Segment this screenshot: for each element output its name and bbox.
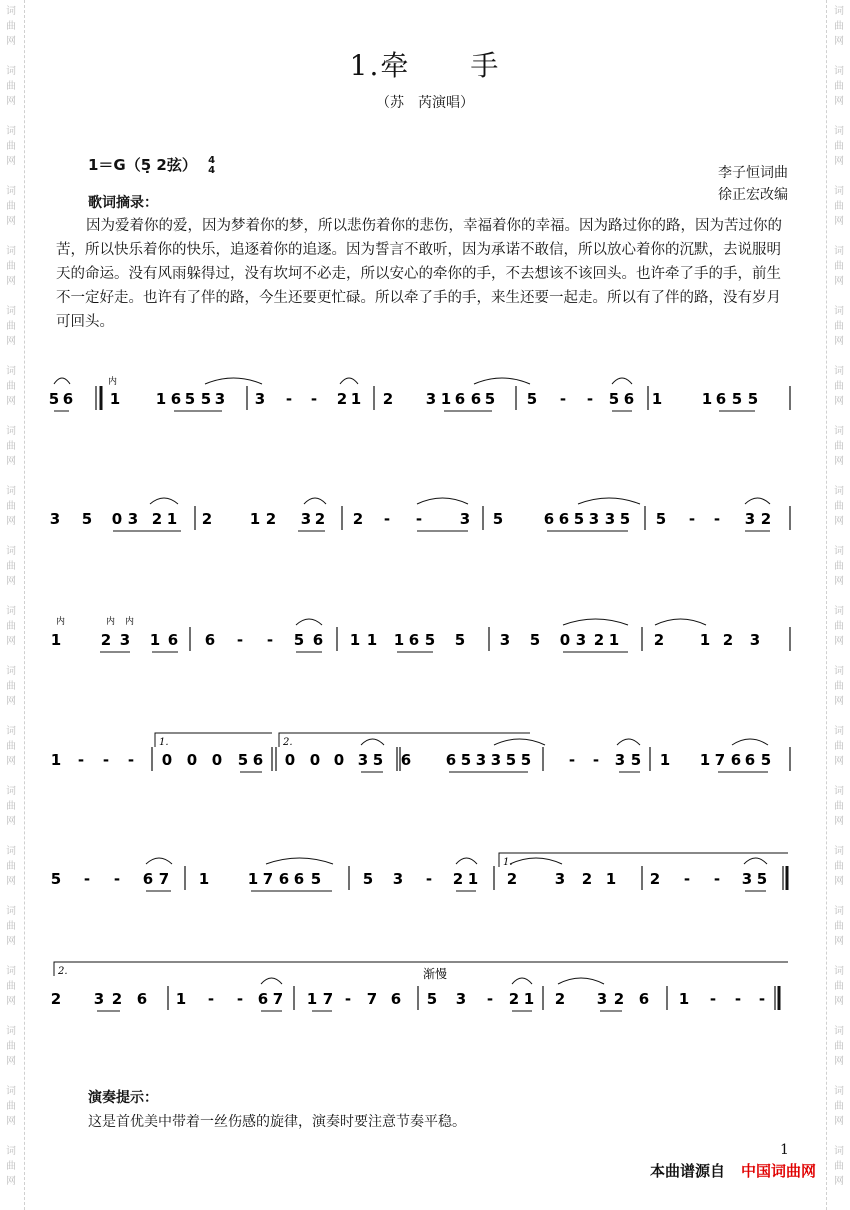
notation-note: 1	[109, 390, 121, 408]
notation-note: 2	[151, 510, 163, 528]
notation-note: 1	[440, 390, 452, 408]
notation-note: 2	[452, 870, 464, 888]
notation-note: 7	[366, 990, 378, 1008]
notation-note: 5	[747, 390, 759, 408]
notation-note: 3	[127, 510, 139, 528]
watermark-block: 词 曲 网	[834, 1086, 844, 1127]
notation-note: 0	[186, 751, 198, 769]
notation-note: -	[486, 990, 494, 1008]
notation-note: 2	[581, 870, 593, 888]
song-title: 1.牵 手	[349, 49, 501, 82]
notation-note: 5	[48, 390, 60, 408]
notation-note: 6	[730, 751, 742, 769]
notation-note: -	[83, 870, 91, 888]
volta-bracket	[54, 962, 788, 976]
notation-note: 6	[470, 390, 482, 408]
slur-arc	[655, 619, 706, 625]
slur-arc	[361, 739, 384, 745]
notation-note: -	[113, 870, 121, 888]
notation-note: 1	[659, 751, 671, 769]
notation-note: 5	[81, 510, 93, 528]
watermark-block: 词 曲 网	[6, 786, 16, 827]
notation-note: 1	[306, 990, 318, 1008]
notation-note: 1	[651, 390, 663, 408]
notation-note: 5	[655, 510, 667, 528]
notation-note: 0	[309, 751, 321, 769]
slur-arc	[578, 498, 640, 504]
watermark-block: 词 曲 网	[6, 966, 16, 1007]
notation-note: -	[207, 990, 215, 1008]
notation-note: 6	[400, 751, 412, 769]
notation-note: 1	[608, 631, 620, 649]
notation-note: 3	[455, 990, 467, 1008]
watermark-block: 词 曲 网	[6, 426, 16, 467]
slur-arc	[261, 978, 282, 984]
watermark-block: 词 曲 网	[834, 366, 844, 407]
notation-note: 1	[523, 990, 535, 1008]
watermark-block: 词 曲 网	[6, 906, 16, 947]
notation-note: 2	[593, 631, 605, 649]
notation-note: -	[586, 390, 594, 408]
watermark-block: 词 曲 网	[6, 1026, 16, 1067]
notation-note: 5	[608, 390, 620, 408]
notation-note: 6	[252, 751, 264, 769]
performance-tips-text: 这是首优美中带着一丝伤感的旋律，演奏时要注意节奏平稳。	[88, 1114, 466, 1130]
notation-note: -	[285, 390, 293, 408]
notation-note: 5	[760, 751, 772, 769]
notation-note: -	[102, 751, 110, 769]
notation-note: 2	[265, 510, 277, 528]
watermark-block: 词 曲 网	[834, 906, 844, 947]
notation-note: 1	[699, 751, 711, 769]
notation-note: 7	[262, 870, 274, 888]
slur-arc	[510, 858, 562, 864]
notation-note: 3	[588, 510, 600, 528]
slur-arc	[150, 498, 178, 504]
slur-arc	[494, 739, 545, 745]
notation-note: 2	[554, 990, 566, 1008]
notation-row	[51, 990, 765, 1008]
watermark-block: 词 曲 网	[6, 246, 16, 287]
notation-note: -	[344, 990, 352, 1008]
notation-note: 1	[155, 390, 167, 408]
notation-note: 3	[425, 390, 437, 408]
notation-note: 6	[715, 390, 727, 408]
notation-note: 3	[596, 990, 608, 1008]
notation-note: -	[758, 990, 766, 1008]
slur-arc	[296, 619, 322, 625]
slur-arc	[558, 978, 604, 984]
notation-note: -	[236, 990, 244, 1008]
notation-note: 3	[214, 390, 226, 408]
notation-note: 2	[314, 510, 326, 528]
notation-note: -	[713, 870, 721, 888]
notation-note: 3	[554, 870, 566, 888]
watermark-block: 词 曲 网	[6, 306, 16, 347]
notation-note: -	[713, 510, 721, 528]
time-denominator: 4	[208, 164, 216, 176]
notation-note: 1	[349, 631, 361, 649]
volta-bracket	[279, 733, 530, 747]
notation-note: 5	[200, 390, 212, 408]
watermark-block: 词 曲 网	[834, 186, 844, 227]
watermark-block: 词 曲 网	[834, 846, 844, 887]
slur-arc	[340, 378, 358, 384]
page-number: 1	[780, 1142, 789, 1158]
slur-arc	[745, 498, 770, 504]
notation-row	[51, 751, 771, 769]
watermark-block: 词 曲 网	[834, 126, 844, 167]
notation-note: 7	[158, 870, 170, 888]
notation-note: 6	[390, 990, 402, 1008]
notation-note: 5	[454, 631, 466, 649]
volta-label: 1.	[503, 857, 513, 868]
notation-note: 5	[372, 751, 384, 769]
lyrics-excerpt: 因为爱着你的爱，因为梦着你的梦，所以悲伤着你的悲伤，幸福着你的幸福。因为路过你的路，因为苦过你的苦，所以快乐着你的快乐，追逐着你的追逐。因为誓言不敢听，因为承诺不敢信，所以放心着你的沉默，去说服明天的命运。没有风雨躲得过，没有坎坷不必走，所以安心的牵你的手，不去想该不该回头。也许牵了手的手，前生不一定好走。也许有了伴的路，今生还要更忙碌。所以牵了手的手，来生还要一起走。所以有了伴的路，没有岁月可回头。	[56, 218, 782, 330]
notation-note: 3	[744, 510, 756, 528]
notation-note: 3	[119, 631, 131, 649]
slur-arc	[54, 378, 70, 384]
notation-note: 5	[756, 870, 768, 888]
notation-note: 2	[760, 510, 772, 528]
notation-note: 5	[424, 631, 436, 649]
notation-note: 6	[136, 990, 148, 1008]
notation-note: 6	[445, 751, 457, 769]
watermark-block: 词 曲 网	[834, 546, 844, 587]
watermark-block: 词 曲 网	[834, 966, 844, 1007]
notation-note: 6	[62, 390, 74, 408]
notation-note: 6	[257, 990, 269, 1008]
watermark-block: 词 曲 网	[834, 786, 844, 827]
watermark-block: 词 曲 网	[834, 606, 844, 647]
watermark-block: 词 曲 网	[834, 1146, 844, 1187]
watermark-block: 词 曲 网	[834, 6, 844, 47]
inner-string-mark: 内	[56, 617, 66, 627]
notation-note: 6	[142, 870, 154, 888]
notation-note: 3	[499, 631, 511, 649]
watermark-block: 词 曲 网	[834, 246, 844, 287]
notation-note: 1	[605, 870, 617, 888]
notation-note: 6	[167, 631, 179, 649]
notation-note: -	[559, 390, 567, 408]
notation-note: 5	[619, 510, 631, 528]
notation-note: 1	[678, 990, 690, 1008]
lyrics-heading: 歌词摘录：	[88, 195, 158, 211]
notation-note: 6	[312, 631, 324, 649]
notation-note: -	[688, 510, 696, 528]
watermark-block: 词 曲 网	[6, 366, 16, 407]
watermark-block: 词 曲 网	[834, 426, 844, 467]
volta-bracket	[155, 733, 272, 747]
notation-note: 5	[520, 751, 532, 769]
notation-note: -	[734, 990, 742, 1008]
watermark-block: 词 曲 网	[6, 6, 16, 47]
notation-note: -	[383, 510, 391, 528]
notation-note: 2	[613, 990, 625, 1008]
notation-note: 7	[272, 990, 284, 1008]
notation-note: 2	[653, 631, 665, 649]
notation-note: 6	[744, 751, 756, 769]
slur-arc	[266, 858, 333, 864]
notation-note: 1	[50, 631, 62, 649]
notation-note: 2	[382, 390, 394, 408]
notation-note: 6	[543, 510, 555, 528]
watermark-block: 词 曲 网	[6, 1146, 16, 1187]
volta-label: 2.	[283, 737, 293, 748]
notation-note: -	[592, 751, 600, 769]
slur-arc	[563, 619, 628, 625]
notation-note: 2	[336, 390, 348, 408]
watermark-block: 词 曲 网	[6, 606, 16, 647]
notation-note: 5	[460, 751, 472, 769]
slur-arc	[146, 858, 172, 864]
notation-note: 5	[362, 870, 374, 888]
slur-arc	[512, 978, 532, 984]
notation-note: 6	[293, 870, 305, 888]
notation-note: 0	[333, 751, 345, 769]
notation-note: 3	[300, 510, 312, 528]
notation-note: 1	[247, 870, 259, 888]
notation-note: 0	[161, 751, 173, 769]
time-numerator: 4	[208, 154, 216, 166]
notation-note: 5	[310, 870, 322, 888]
notation-note: 3	[475, 751, 487, 769]
slur-arc	[732, 739, 768, 745]
notation-row	[50, 510, 771, 528]
notation-note: 1	[175, 990, 187, 1008]
slur-arc	[474, 378, 530, 384]
notation-note: -	[236, 631, 244, 649]
watermark-block: 词 曲 网	[6, 186, 16, 227]
volta-label: 2.	[58, 966, 68, 977]
notation-note: 1	[393, 631, 405, 649]
source-site: 中国词曲网	[740, 1162, 816, 1180]
watermark-block: 词 曲 网	[834, 66, 844, 107]
notation-note: 3	[459, 510, 471, 528]
notation-note: 0	[111, 510, 123, 528]
slur-arc	[304, 498, 326, 504]
notation-note: 2	[649, 870, 661, 888]
notation-row	[51, 870, 767, 888]
watermark-block: 词 曲 网	[834, 1026, 844, 1067]
watermark-block: 词 曲 网	[6, 126, 16, 167]
notation-note: -	[709, 990, 717, 1008]
composer-credit: 李子恒词曲	[718, 165, 788, 181]
performance-tips-heading: 演奏提示：	[88, 1090, 158, 1106]
notation-note: 1	[701, 390, 713, 408]
notation-note: -	[266, 631, 274, 649]
watermark-block: 词 曲 网	[6, 726, 16, 767]
notation-note: 6	[454, 390, 466, 408]
watermark-block: 词 曲 网	[834, 666, 844, 707]
notation-note: 3	[741, 870, 753, 888]
notation-note: 3	[749, 631, 761, 649]
slur-arc	[456, 858, 477, 864]
watermark-block: 词 曲 网	[834, 726, 844, 767]
slur-arc	[617, 739, 640, 745]
notation-note: -	[127, 751, 135, 769]
notation-note: 5	[184, 390, 196, 408]
notation-note: 6	[638, 990, 650, 1008]
notation-note: 3	[392, 870, 404, 888]
notation-note: 0	[284, 751, 296, 769]
watermark-block: 词 曲 网	[6, 1086, 16, 1127]
volta-label: 1.	[159, 737, 169, 748]
inner-string-mark: 内	[125, 617, 135, 627]
notation-note: 5	[630, 751, 642, 769]
notation-note: 3	[575, 631, 587, 649]
notation-note: 3	[357, 751, 369, 769]
slur-arc	[417, 498, 468, 504]
notation-note: 5	[505, 751, 517, 769]
performer-note: （苏 芮演唱）	[376, 95, 474, 111]
notation-note: 0	[559, 631, 571, 649]
notation-note: 5	[426, 990, 438, 1008]
notation-note: 2	[508, 990, 520, 1008]
notation-note: 1	[149, 631, 161, 649]
notation-note: 5	[492, 510, 504, 528]
watermark-block: 词 曲 网	[6, 546, 16, 587]
notation-note: 5	[50, 870, 62, 888]
watermark-block: 词 曲 网	[834, 486, 844, 527]
notation-note: 1	[198, 870, 210, 888]
source-credit	[650, 1160, 816, 1181]
notation-note: -	[415, 510, 423, 528]
notation-note: 1	[699, 631, 711, 649]
arranger-credit: 徐正宏改编	[718, 187, 788, 203]
slur-arc	[744, 858, 767, 864]
notation-note: 3	[604, 510, 616, 528]
notation-row	[51, 631, 760, 649]
notation-note: 7	[322, 990, 334, 1008]
notation-note: 0	[211, 751, 223, 769]
watermark-block: 词 曲 网	[834, 306, 844, 347]
notation-note: 2	[201, 510, 213, 528]
ritardando-mark: 渐慢	[423, 967, 448, 981]
notation-note: 6	[558, 510, 570, 528]
notation-note: 6	[170, 390, 182, 408]
notation-note: 3	[93, 990, 105, 1008]
notation-note: 6	[278, 870, 290, 888]
notation-note: 2	[722, 631, 734, 649]
watermark-block: 词 曲 网	[6, 486, 16, 527]
notation-note: 2	[50, 990, 62, 1008]
notation-note: 5	[526, 390, 538, 408]
notation-note: 5	[237, 751, 249, 769]
source-label: 本曲谱源自	[649, 1162, 725, 1180]
inner-string-mark: 内	[108, 377, 118, 387]
watermark-block: 词 曲 网	[6, 846, 16, 887]
notation-note: 5	[293, 631, 305, 649]
notation-note: 1	[350, 390, 362, 408]
watermark-block: 词 曲 网	[6, 66, 16, 107]
notation-note: 2	[352, 510, 364, 528]
notation-note: -	[77, 751, 85, 769]
notation-note: 3	[490, 751, 502, 769]
notation-note: -	[683, 870, 691, 888]
notation-note: 3	[49, 510, 61, 528]
slur-arc	[612, 378, 632, 384]
notation-note: -	[568, 751, 576, 769]
notation-note: 6	[623, 390, 635, 408]
watermark-block: 词 曲 网	[6, 666, 16, 707]
notation-note: 5	[484, 390, 496, 408]
notation-note: 5	[573, 510, 585, 528]
notation-note: 1	[50, 751, 62, 769]
notation-note: 1	[366, 631, 378, 649]
notation-note: 5	[529, 631, 541, 649]
notation-note: 2	[111, 990, 123, 1008]
notation-note: 1	[467, 870, 479, 888]
slur-arc	[205, 378, 262, 384]
notation-note: 2	[506, 870, 518, 888]
key-text: 1＝G（5̣ 2弦）	[88, 156, 197, 174]
inner-string-mark: 内	[106, 617, 116, 627]
notation-note: 6	[204, 631, 216, 649]
notation-note: -	[310, 390, 318, 408]
volta-bracket	[499, 853, 788, 867]
notation-note: 6	[408, 631, 420, 649]
notation-note: 7	[714, 751, 726, 769]
notation-note: 5	[731, 390, 743, 408]
notation-note: 3	[254, 390, 266, 408]
notation-note: 2	[100, 631, 112, 649]
notation-row	[49, 390, 758, 408]
notation-note: 1	[249, 510, 261, 528]
notation-note: 1	[166, 510, 178, 528]
notation-note: 3	[614, 751, 626, 769]
notation-note: -	[425, 870, 433, 888]
